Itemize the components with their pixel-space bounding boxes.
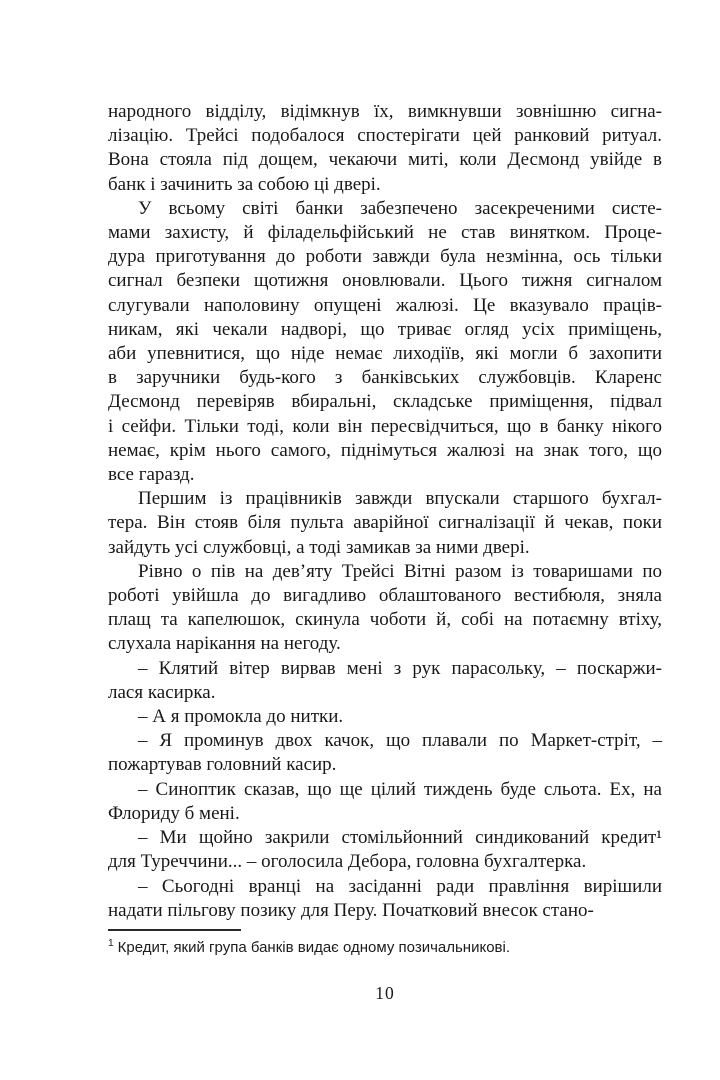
text-line: в заручники будь-кого з банківських службовців. Кларенс xyxy=(108,367,662,389)
paragraph xyxy=(108,100,662,197)
text-block xyxy=(108,100,662,923)
paragraph xyxy=(108,826,662,874)
text-line: аби упевнитися, що ніде немає лиходіїв, які могли б захопити xyxy=(108,343,662,365)
paragraph xyxy=(108,705,662,729)
text-line: никам, які чекали надворі, що триває огляд усіх приміщень, xyxy=(108,318,662,340)
text-line: слугували наполовину опущені жалюзі. Це вказувало праців- xyxy=(108,294,662,316)
text-line: – Синоптик сказав, що ще цілий тиждень буде сльота. Ех, на xyxy=(138,778,662,800)
paragraph xyxy=(108,197,662,487)
footnote-text xyxy=(108,938,662,957)
text-line: плащ та капелюшок, скинула чоботи й, собі на потаємну втіху, xyxy=(108,609,662,631)
paragraph xyxy=(108,657,662,705)
page-number: 10 xyxy=(375,983,395,1003)
paragraph xyxy=(108,729,662,777)
text-line: Першим із працівників завжди впускали старшого бухгал- xyxy=(138,488,662,510)
paragraph xyxy=(108,487,662,560)
paragraph xyxy=(108,560,662,657)
text-line: мами захисту, й філадельфійський не став винятком. Проце- xyxy=(108,222,662,244)
text-line: банк і зачинить за собою ці двері. xyxy=(108,173,381,195)
text-line: народного відділу, відімкнув їх, вимкнувши зовнішню сигна- xyxy=(108,101,662,122)
text-line: пожартував головний касир. xyxy=(108,754,337,776)
text-line: – Я проминув двох качок, що плавали по Маркет-стріт, – xyxy=(138,730,662,752)
text-line: зайдуть усі службовці, а тоді замикав за ними двері. xyxy=(108,536,530,558)
text-line: немає, крім нього самого, піднімуться жалюзі на знак того, що xyxy=(108,439,662,461)
text-line: У всьому світі банки забезпечено засекреченими систе- xyxy=(138,197,662,219)
footnote-marker: 1 xyxy=(108,938,114,949)
text-line: – Клятий вітер вирвав мені з рук парасольку, – поскаржи- xyxy=(138,657,662,679)
text-line: Флориду б мені. xyxy=(108,802,240,824)
text-line: надати пільгову позику для Перу. Початковий внесок стано- xyxy=(108,899,594,921)
text-line: Вона стояла під дощем, чекаючи миті, коли Десмонд увійде в xyxy=(108,149,662,171)
paragraph xyxy=(108,778,662,826)
text-line: лізацію. Трейсі подобалося спостерігати цей ранковий ритуал. xyxy=(108,125,662,147)
text-line: тера. Він стояв біля пульта аварійної сигналізації й чекав, поки xyxy=(108,512,662,534)
text-line: Рівно о пів на дев’яту Трейсі Вітні разом із товаришами по xyxy=(138,560,662,582)
footnote-section xyxy=(108,929,662,957)
text-line: слухала нарікання на негоду. xyxy=(108,633,341,655)
text-line: сигнал безпеки щотижня оновлювали. Цього тижня сигналом xyxy=(108,270,662,292)
text-line: і сейфи. Тільки тоді, коли він пересвідчиться, що в банку нікого xyxy=(108,415,662,437)
footnote-divider xyxy=(108,929,241,931)
text-line: – Ми щойно закрили стомільйонний синдикований кредит¹ xyxy=(138,827,662,849)
text-line: для Туреччини... – оголосила Дебора, головна бухгалтерка. xyxy=(108,851,587,873)
text-line: – Сьогодні вранці на засіданні ради правління вирішили xyxy=(138,875,662,897)
text-line: все гаразд. xyxy=(108,464,195,486)
footnote-body: Кредит, який група банків видає одному позичальникові. xyxy=(117,939,511,956)
text-line: дура приготування до роботи завжди була незмінна, ось тільки xyxy=(108,246,662,268)
text-line: роботі увійшла до вигадливо облаштованого вестибюля, зняла xyxy=(108,585,662,607)
text-line: Десмонд перевіряв вбиральні, складське приміщення, підвал xyxy=(108,391,662,413)
text-line: лася касирка. xyxy=(108,681,216,703)
paragraph xyxy=(108,875,662,923)
text-line: – А я промокла до нитки. xyxy=(138,706,344,728)
